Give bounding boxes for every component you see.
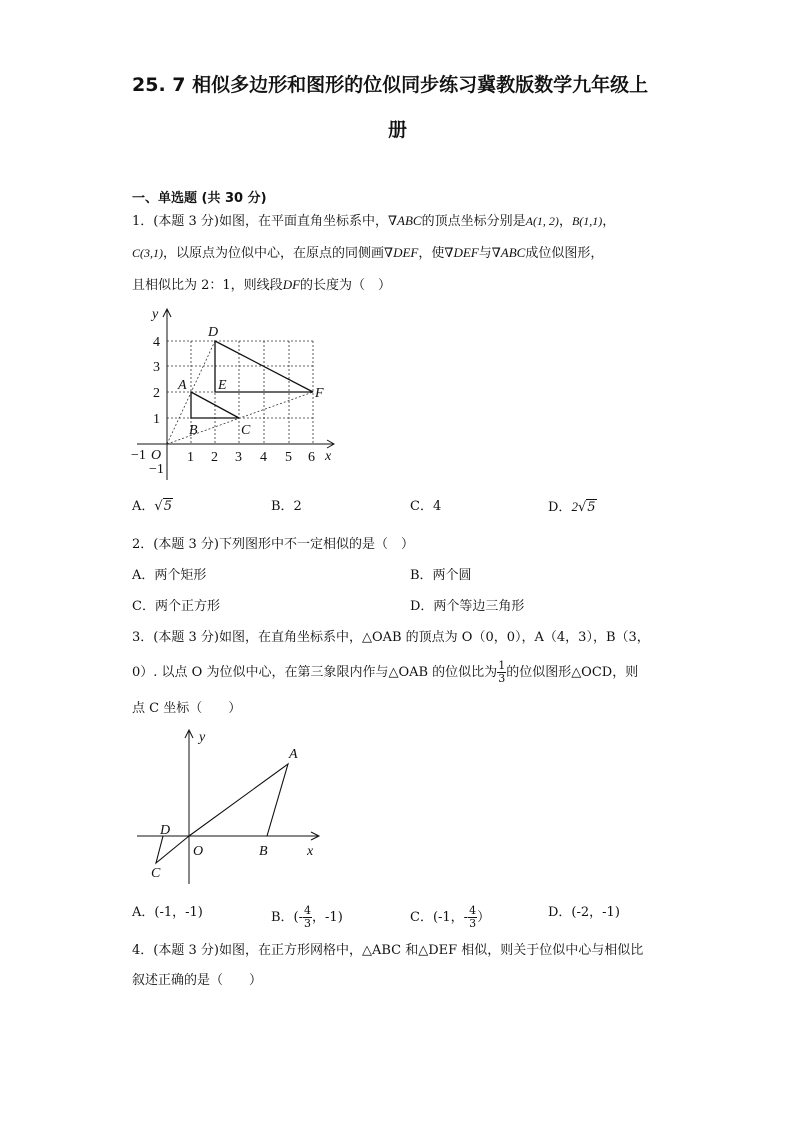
q3-option-d: D．(-2，-1) bbox=[548, 905, 620, 920]
triangle-def bbox=[215, 341, 313, 392]
q3-line1: 3．(本题 3 分)如图，在直角坐标系中，△OAB 的顶点为 O（0，0），A（4，3），B（3， bbox=[132, 630, 650, 645]
point-label-c: C bbox=[151, 866, 161, 881]
y-tick: 1 bbox=[153, 412, 160, 427]
q3-option-text: ，-1) bbox=[312, 910, 343, 925]
numerator: 1 bbox=[498, 659, 506, 672]
q4-line2: 叙述正确的是（ ） bbox=[132, 973, 263, 988]
x-axis-label: x bbox=[325, 449, 332, 464]
q1-option-a: A．√5 bbox=[132, 499, 172, 514]
point-label-b: B bbox=[259, 844, 268, 859]
q1-triangle: ABC bbox=[397, 213, 422, 228]
x-tick: −1 bbox=[131, 448, 146, 463]
q3-figure bbox=[130, 725, 330, 890]
x-tick: 1 bbox=[187, 450, 194, 465]
q1-text: 的顶点坐标分别是 bbox=[421, 214, 526, 229]
q1-triangle: DEF bbox=[453, 245, 479, 260]
q3-option-b bbox=[271, 905, 343, 930]
numerator: 4 bbox=[469, 904, 477, 917]
q3-line3: 点 C 坐标（ ） bbox=[132, 701, 242, 716]
q1-text: 与∇ bbox=[478, 246, 501, 261]
q2-option-d: D．两个等边三角形 bbox=[410, 599, 525, 614]
y-tick: −1 bbox=[149, 462, 164, 477]
option-label: A． bbox=[132, 499, 155, 514]
point-label-e: E bbox=[218, 378, 227, 393]
q3-option-a: A．(-1，-1) bbox=[132, 905, 203, 920]
q1-line3 bbox=[132, 277, 391, 294]
y-axis-label: y bbox=[152, 307, 159, 322]
q1-text: ，使∇ bbox=[418, 246, 454, 261]
x-tick: 5 bbox=[285, 450, 292, 465]
x-tick: 6 bbox=[308, 450, 315, 465]
sqrt-value: 5 bbox=[163, 499, 172, 514]
point-label-d: D bbox=[160, 823, 171, 838]
q1-triangle: ABC bbox=[500, 245, 526, 260]
point-label-a: A bbox=[178, 378, 187, 393]
y-tick: 3 bbox=[153, 360, 160, 375]
q1-figure bbox=[125, 300, 345, 485]
point-label-b: B bbox=[189, 423, 198, 438]
q1-segment: DF bbox=[282, 277, 301, 292]
page-title-cont: 册 bbox=[388, 119, 408, 141]
q2-option-a: A．两个矩形 bbox=[132, 568, 207, 583]
q1-point-c: C(3,1) bbox=[132, 246, 163, 260]
q4-line1: 4．(本题 3 分)如图，在正方形网格中，△ABC 和△DEF 相似，则关于位似中心与相似比 bbox=[132, 943, 644, 958]
q1-text: ，以原点为位似中心，在原点的同侧画∇ bbox=[163, 246, 394, 261]
triangle-oab bbox=[189, 764, 288, 836]
sqrt-value: 5 bbox=[587, 500, 596, 515]
q1-option-b: B．2 bbox=[271, 499, 302, 514]
q3-option-text: ） bbox=[477, 910, 491, 925]
y-tick: 4 bbox=[153, 335, 160, 350]
page-title: 25. 7 相似多边形和图形的位似同步练习冀教版数学九年级上 bbox=[132, 74, 649, 96]
q3-line2 bbox=[132, 660, 638, 685]
q2-stem: 2．(本题 3 分)下列图形中不一定相似的是（ ） bbox=[132, 537, 414, 552]
q1-text: 的长度为（ ） bbox=[300, 278, 392, 293]
point-label-f: F bbox=[315, 386, 324, 401]
q1-option-d: D．2√5 bbox=[548, 499, 596, 515]
triangle-ocd bbox=[156, 836, 189, 863]
point-label-a: A bbox=[289, 747, 298, 762]
q1-text: 1．(本题 3 分)如图，在平面直角坐标系中，∇ bbox=[132, 214, 398, 229]
fraction-four-thirds bbox=[468, 905, 477, 930]
fraction-one-third bbox=[497, 660, 506, 685]
q1-line1: 1．(本题 3 分)如图，在平面直角坐标系中，∇ABC的顶点坐标分别是A(1, 2)，B(1,1)， bbox=[132, 213, 616, 229]
q1-line2 bbox=[132, 245, 603, 262]
q1-triangle: DEF bbox=[393, 245, 419, 260]
x-axis-label: x bbox=[307, 844, 314, 859]
q1-point-a: A(1, 2) bbox=[525, 214, 559, 228]
q2-option-c: C．两个正方形 bbox=[132, 599, 220, 614]
q3-option-c bbox=[410, 905, 490, 930]
coef: 2 bbox=[571, 499, 578, 514]
point-label-c: C bbox=[241, 423, 251, 438]
denominator: 3 bbox=[304, 917, 312, 930]
option-label: D． bbox=[548, 500, 572, 515]
section-header: 一、单选题 (共 30 分) bbox=[132, 191, 267, 206]
x-tick: 4 bbox=[260, 450, 267, 465]
q3-option-text: C．(-1，- bbox=[410, 910, 469, 925]
q1-text: 且相似比为 2：1，则线段 bbox=[132, 278, 283, 293]
q3-text: 的位似图形△OCD，则 bbox=[506, 665, 639, 680]
q1-point-b: B(1,1) bbox=[571, 214, 603, 228]
q1-option-c: C．4 bbox=[410, 499, 442, 514]
y-axis-label: y bbox=[199, 730, 206, 745]
x-tick: 2 bbox=[211, 450, 218, 465]
point-label-d: D bbox=[208, 325, 219, 340]
q3-text: 0）. 以点 O 为位似中心，在第三象限内作与△OAB 的位似比为 bbox=[132, 665, 498, 680]
q1-text: 成位似图形， bbox=[525, 246, 604, 261]
y-tick: 2 bbox=[153, 386, 160, 401]
denominator: 3 bbox=[469, 917, 477, 930]
denominator: 3 bbox=[498, 672, 506, 685]
origin-label: O bbox=[193, 844, 204, 859]
q3-option-text: B．(- bbox=[271, 910, 304, 925]
fraction-four-thirds bbox=[303, 905, 312, 930]
numerator: 4 bbox=[304, 904, 312, 917]
q2-option-b: B．两个圆 bbox=[410, 568, 472, 583]
x-tick: 3 bbox=[235, 450, 242, 465]
origin-label: O bbox=[151, 448, 162, 463]
